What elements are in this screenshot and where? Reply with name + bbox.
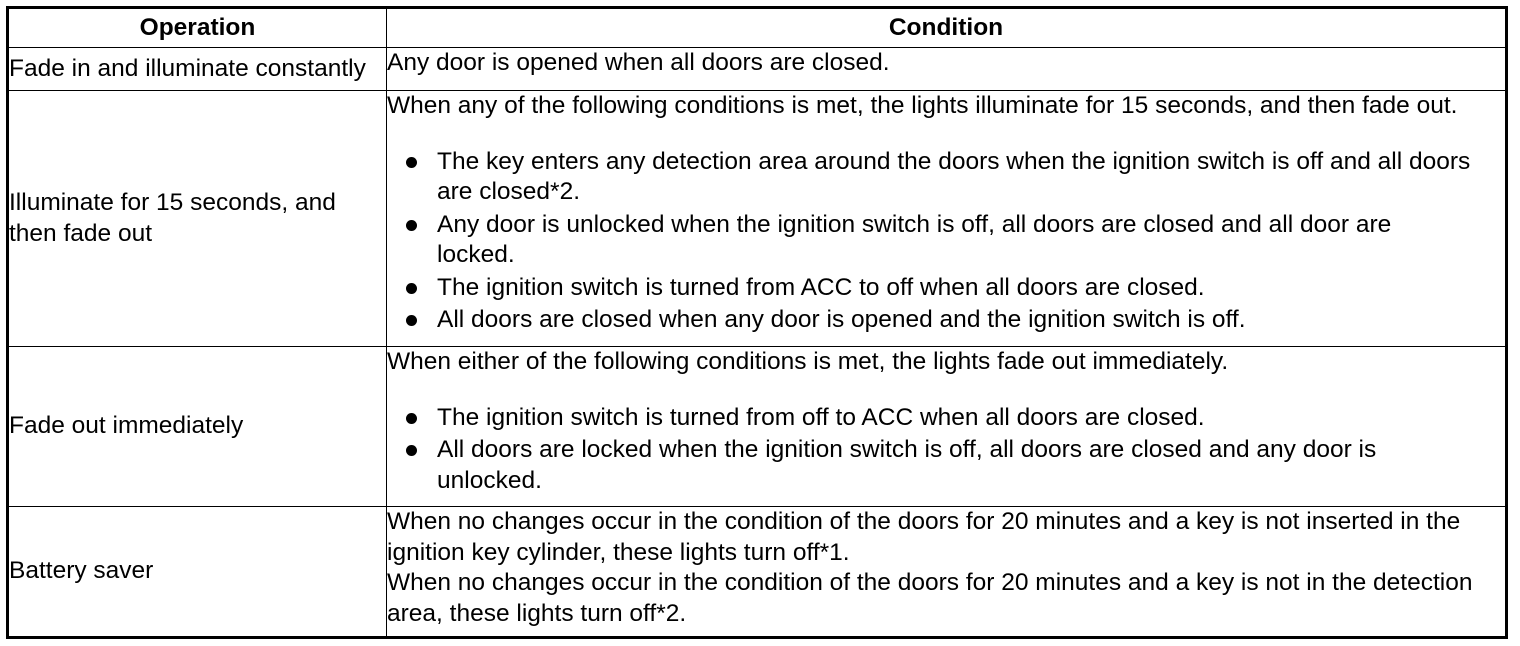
list-item: [387, 147, 1505, 208]
table-frame: [6, 6, 1508, 639]
operation-cell: [9, 91, 387, 347]
list-item: [387, 210, 1505, 271]
condition-intro: Any door is opened when all doors are closed.: [387, 49, 890, 76]
table-header-row: [9, 9, 1505, 48]
condition-cell: [387, 91, 1505, 347]
condition-list: [387, 403, 1505, 497]
header-condition: [387, 9, 1505, 48]
list-item: [387, 273, 1505, 304]
operation-cell: [9, 507, 387, 636]
condition-cell: [387, 48, 1505, 91]
operation-label: Fade out immediately: [9, 412, 244, 440]
condition-intro: When any of the following conditions is met, the lights illuminate for 15 seconds, and then fade out.: [387, 92, 1458, 119]
list-item-text: All doors are closed when any door is opened and the ignition switch is off.: [437, 306, 1246, 333]
list-item-text: The key enters any detection area around the doors when the ignition switch is off and all doors are closed*2.: [437, 147, 1471, 205]
table-row: [9, 347, 1505, 507]
list-item: [387, 435, 1505, 496]
operation-label: Fade in and illuminate constantly: [9, 54, 366, 82]
list-item: [387, 403, 1505, 434]
bullet-icon: [406, 157, 417, 168]
table-row: [9, 91, 1505, 347]
list-item-text: The ignition switch is turned from ACC to off when all doors are closed.: [437, 273, 1205, 301]
condition-cell: [387, 507, 1505, 636]
bullet-icon: [406, 413, 417, 424]
header-condition-label: Condition: [888, 13, 1004, 41]
condition-cell: [387, 347, 1505, 507]
condition-intro: When either of the following conditions is met, the lights fade out immediately.: [387, 348, 1229, 375]
bullet-icon: [406, 220, 417, 231]
bullet-icon: [406, 445, 417, 456]
header-operation-label: Operation: [139, 13, 256, 41]
condition-paragraph: When no changes occur in the condition of the doors for 20 minutes and a key is not in the detection area, these lights turn off*2.: [387, 569, 1473, 627]
condition-paragraph: When no changes occur in the condition of the doors for 20 minutes and a key is not inserted in the ignition key cylinder, these lights turn off*1.: [387, 508, 1461, 566]
condition-list: [387, 147, 1505, 336]
table-row: [9, 48, 1505, 91]
operation-cell: [9, 347, 387, 507]
operation-label: Illuminate for 15 seconds, and then fade out: [9, 189, 336, 247]
operation-cell: [9, 48, 387, 91]
list-item-text: All doors are locked when the ignition switch is off, all doors are closed and any door is unlocked.: [437, 436, 1377, 494]
bullet-icon: [406, 283, 417, 294]
header-operation: [9, 9, 387, 48]
bullet-icon: [406, 315, 417, 326]
operation-condition-table: [9, 9, 1505, 636]
list-item-text: The ignition switch is turned from off to ACC when all doors are closed.: [437, 403, 1205, 431]
list-item-text: Any door is unlocked when the ignition switch is off, all doors are closed and all door are locked.: [437, 210, 1392, 268]
table-row: [9, 507, 1505, 636]
operation-label: Battery saver: [9, 557, 154, 585]
list-item: [387, 305, 1505, 336]
